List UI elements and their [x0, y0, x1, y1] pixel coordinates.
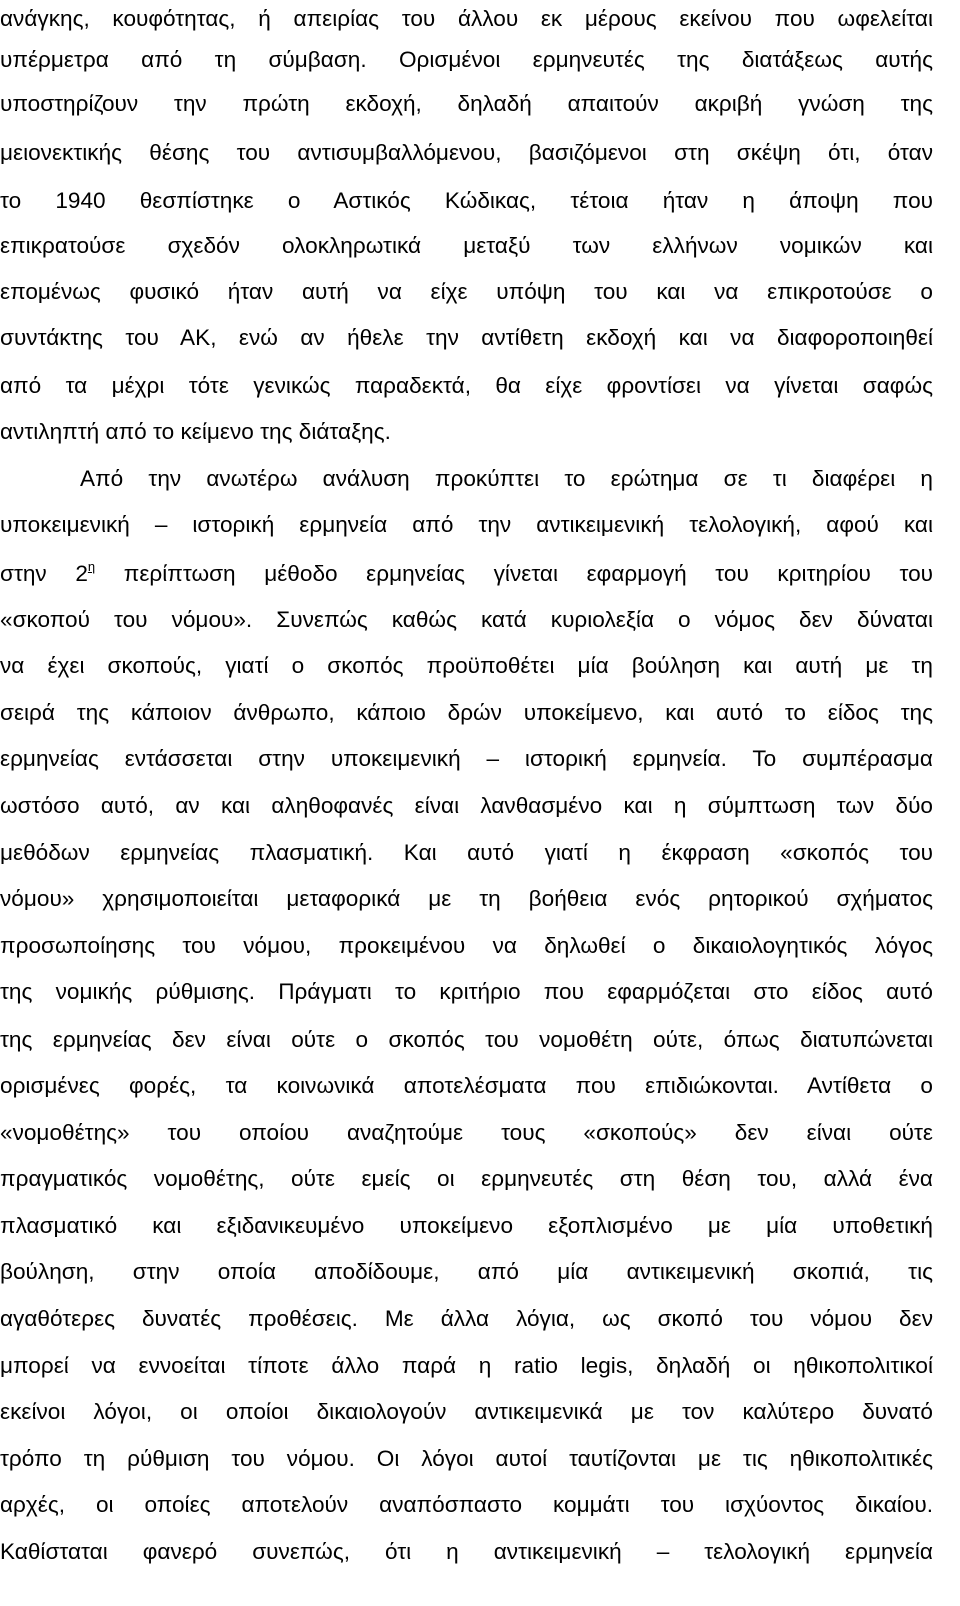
text-segment: περίπτωση μέθοδο ερμηνείας γίνεται εφαρμογή του κριτηρίου του: [95, 561, 933, 586]
text-line: της νομικής ρύθμισης. Πράγματι το κριτήριο που εφαρμόζεται στο είδος αυτό: [0, 979, 933, 1004]
text-line: πραγματικός νομοθέτης, ούτε εμείς οι ερμηνευτές στη θέση του, αλλά ένα: [0, 1166, 933, 1191]
text-line: Καθίσταται φανερό συνεπώς, ότι η αντικειμενική – τελολογική ερμηνεία: [0, 1539, 933, 1564]
text-line: υποκειμενική – ιστορική ερμηνεία από την αντικειμενική τελολογική, αφού και: [0, 512, 933, 537]
text-segment: στην 2: [0, 561, 88, 586]
text-line: επικρατούσε σχεδόν ολοκληρωτικά μεταξύ των ελλήνων νομικών και: [0, 233, 933, 258]
text-line: ανάγκης, κουφότητας, ή απειρίας του άλλου εκ μέρους εκείνου που ωφελείται: [0, 6, 933, 31]
text-line: σειρά της κάποιον άνθρωπο, κάποιο δρών υποκείμενο, και αυτό το είδος της: [0, 700, 933, 725]
text-line: προσωποίησης του νόμου, προκειμένου να δηλωθεί ο δικαιολογητικός λόγος: [0, 933, 933, 958]
text-line: το 1940 θεσπίστηκε ο Αστικός Κώδικας, τέτοια ήταν η άποψη που: [0, 188, 933, 213]
text-line: εκείνοι λόγοι, οι οποίοι δικαιολογούν αντικειμενικά με τον καλύτερο δυνατό: [0, 1399, 933, 1424]
text-line: αγαθότερες δυνατές προθέσεις. Με άλλα λόγια, ως σκοπό του νόμου δεν: [0, 1306, 933, 1331]
text-line: της ερμηνείας δεν είναι ούτε ο σκοπός του νομοθέτη ούτε, όπως διατυπώνεται: [0, 1027, 933, 1052]
text-line: ερμηνείας εντάσσεται στην υποκειμενική – ιστορική ερμηνεία. Το συμπέρασμα: [0, 746, 933, 771]
text-line: υποστηρίζουν την πρώτη εκδοχή, δηλαδή απαιτούν ακριβή γνώση της: [0, 91, 933, 116]
text-line: μειονεκτικής θέσης του αντισυμβαλλόμενου, βασιζόμενοι στη σκέψη ότι, όταν: [0, 140, 933, 165]
text-line: ωστόσο αυτό, αν και αληθοφανές είναι λανθασμένο και η σύμπτωση των δύο: [0, 793, 933, 818]
text-line: αντιληπτή από το κείμενο της διάταξης.: [0, 419, 391, 444]
text-line: μπορεί να εννοείται τίποτε άλλο παρά η ratio legis, δηλαδή οι ηθικοπολιτικοί: [0, 1353, 933, 1378]
text-line: από τα μέχρι τότε γενικώς παραδεκτά, θα είχε φροντίσει να γίνεται σαφώς: [0, 373, 933, 398]
text-line: [0, 557, 933, 591]
text-line: ορισμένες φορές, τα κοινωνικά αποτελέσματα που επιδιώκονται. Αντίθετα ο: [0, 1073, 933, 1098]
text-line: αρχές, οι οποίες αποτελούν αναπόσπαστο κομμάτι του ισχύοντος δικαίου.: [0, 1492, 933, 1517]
text-line: βούληση, στην οποία αποδίδουμε, από μία αντικειμενική σκοπιά, τις: [0, 1259, 933, 1284]
text-line: «νομοθέτης» του οποίου αναζητούμε τους «σκοπούς» δεν είναι ούτε: [0, 1120, 933, 1145]
text-line: μεθόδων ερμηνείας πλασματική. Και αυτό γιατί η έκφραση «σκοπός του: [0, 840, 933, 865]
text-line: υπέρμετρα από τη σύμβαση. Ορισμένοι ερμηνευτές της διατάξεως αυτής: [0, 47, 933, 72]
text-line: τρόπο τη ρύθμιση του νόμου. Οι λόγοι αυτοί ταυτίζονται με τις ηθικοπολιτικές: [0, 1446, 933, 1471]
text-line: επομένως φυσικό ήταν αυτή να είχε υπόψη του και να επικροτούσε ο: [0, 279, 933, 304]
text-line: πλασματικό και εξιδανικευμένο υποκείμενο εξοπλισμένο με μία υποθετική: [0, 1213, 933, 1238]
text-line: νόμου» χρησιμοποιείται μεταφορικά με τη βοήθεια ενός ρητορικού σχήματος: [0, 886, 933, 911]
ordinal-suffix: η: [87, 559, 96, 574]
text-line: Από την ανωτέρω ανάλυση προκύπτει το ερώτημα σε τι διαφέρει η: [80, 466, 933, 491]
text-line: συντάκτης του ΑΚ, ενώ αν ήθελε την αντίθετη εκδοχή και να διαφοροποιηθεί: [0, 325, 933, 350]
text-line: να έχει σκοπούς, γιατί ο σκοπός προϋποθέτει μία βούληση και αυτή με τη: [0, 653, 933, 678]
text-line: «σκοπού του νόμου». Συνεπώς καθώς κατά κυριολεξία ο νόμος δεν δύναται: [0, 607, 933, 632]
